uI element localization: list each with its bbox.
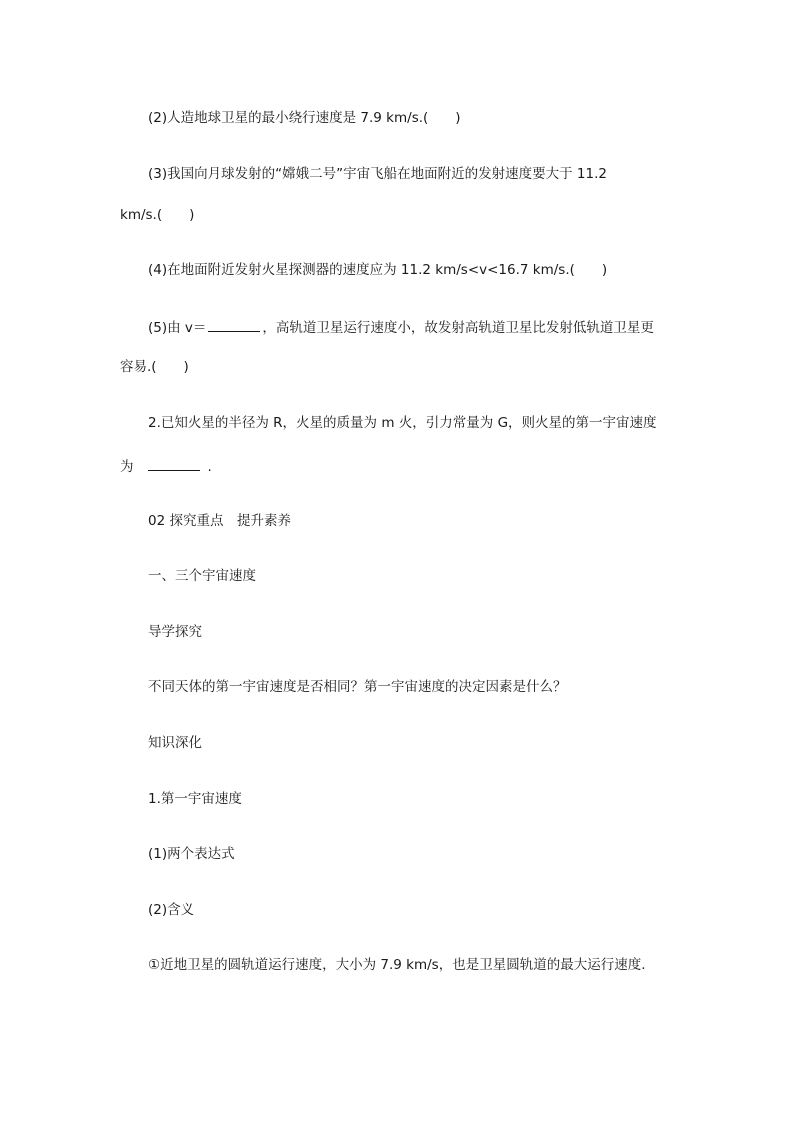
question-4: (4)在地面附近发射火星探测器的速度应为 11.2 km/s<v<16.7 km/s.( ) bbox=[148, 262, 608, 278]
question-5-line-2: 容易.( ) bbox=[120, 359, 189, 375]
question-6-line-2 bbox=[120, 457, 212, 475]
item-meaning: (2)含义 bbox=[148, 902, 195, 918]
answer-blank[interactable] bbox=[208, 318, 260, 332]
question-6-prefix: 为 bbox=[120, 459, 134, 475]
section-heading-cosmic-velocities: 一、三个宇宙速度 bbox=[148, 568, 256, 584]
question-5-suffix: ，高轨道卫星运行速度小，故发射高轨道卫星比发射低轨道卫星更 bbox=[262, 320, 654, 336]
question-5-line-1 bbox=[148, 318, 654, 336]
question-3-line-2: km/s.( ) bbox=[120, 207, 195, 223]
item-two-expressions: (1)两个表达式 bbox=[148, 846, 235, 862]
question-5-prefix: (5)由 v＝ bbox=[148, 320, 207, 336]
question-6-suffix: . bbox=[207, 459, 212, 475]
item-first-cosmic-velocity: 1.第一宇宙速度 bbox=[148, 791, 242, 807]
meaning-point-1: ①近地卫星的圆轨道运行速度，大小为 7.9 km/s，也是卫星圆轨道的最大运行速度. bbox=[148, 957, 646, 973]
answer-blank[interactable] bbox=[148, 457, 200, 471]
question-3-line-1: (3)我国向月球发射的“嫦娥二号”宇宙飞船在地面附近的发射速度要大于 11.2 bbox=[148, 166, 607, 182]
inquiry-question: 不同天体的第一宇宙速度是否相同？第一宇宙速度的决定因素是什么？ bbox=[148, 679, 567, 695]
subheading-knowledge-deepening: 知识深化 bbox=[148, 735, 202, 751]
subheading-guided-inquiry: 导学探究 bbox=[148, 624, 202, 640]
question-2: (2)人造地球卫星的最小绕行速度是 7.9 km/s.( ) bbox=[148, 110, 461, 126]
section-heading-02: 02 探究重点 提升素养 bbox=[148, 513, 291, 529]
question-6-line-1: 2.已知火星的半径为 R，火星的质量为 m 火，引力常量为 G，则火星的第一宇宙速度 bbox=[148, 415, 657, 431]
